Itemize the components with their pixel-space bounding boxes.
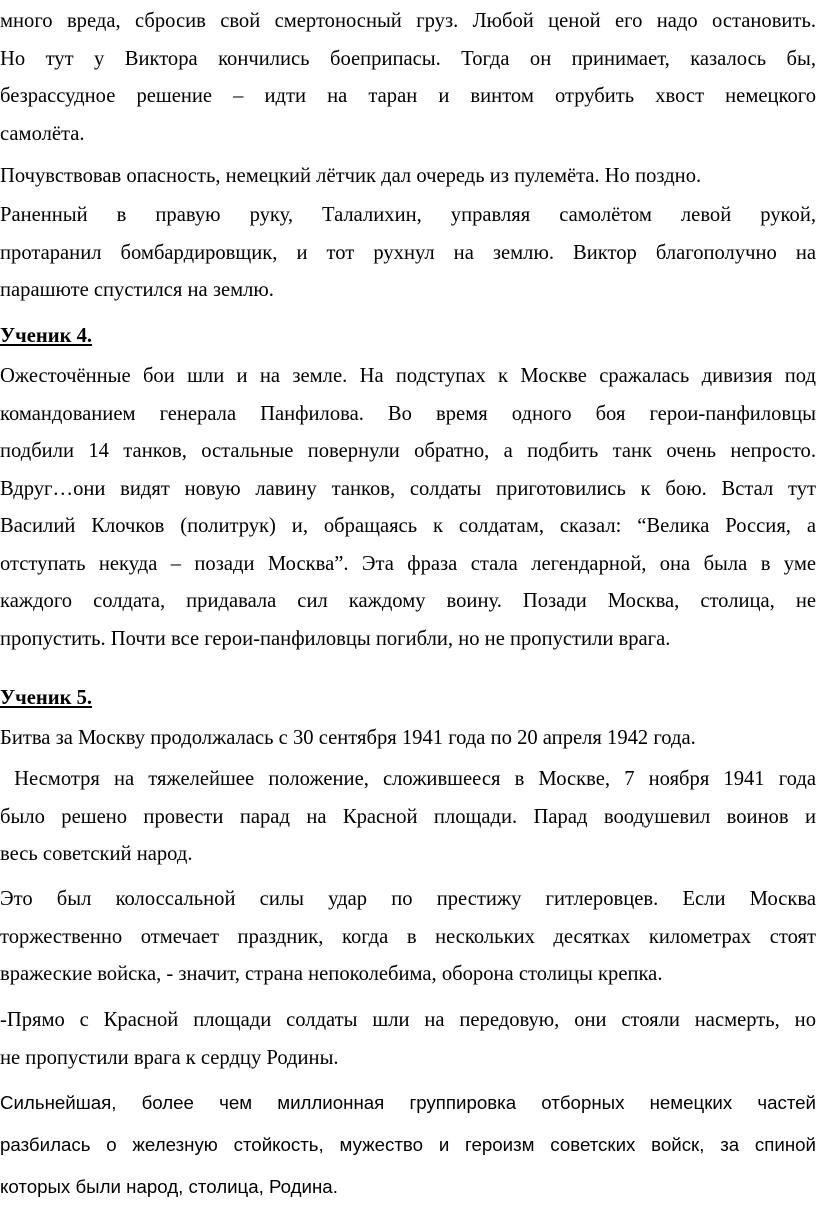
text-line: которых были народ, столица, Родина. — [0, 1176, 338, 1197]
paragraph-parade — [0, 761, 816, 874]
text-line: не пропустили врага к сердцу Родины. — [0, 1046, 339, 1069]
text-line: Сильнейшая, более чем миллионная группировка отборных немецких частей — [0, 1092, 816, 1113]
text-line: Вдруг…они видят новую лавину танков, солдаты приготовились к бою. Встал тут — [0, 477, 816, 500]
text-line: Битва за Москву продолжалась с 30 сентября 1941 года по 20 апреля 1942 года. — [0, 727, 696, 749]
text-line: -Прямо с Красной площади солдаты шли на передовую, они стояли насмерть, но — [0, 1009, 816, 1031]
paragraph-wounded — [0, 197, 816, 310]
paragraph-german-pilot — [0, 158, 816, 196]
text-line: Раненный в правую руку, Талалихин, управляя самолётом левой рукой, — [0, 204, 816, 226]
text-line: много вреда, сбросив свой смертоносный груз. Любой ценой его надо остановить. — [0, 10, 816, 32]
text-line: протаранил бомбардировщик, и тот рухнул на землю. Виктор благополучно на — [0, 241, 816, 264]
paragraph-red-square — [0, 1002, 816, 1077]
text-line: Это был колоссальной силы удар по престижу гитлеровцев. Если Москва — [0, 888, 816, 910]
text-line: парашюте спустился на землю. — [0, 279, 274, 301]
text-line: отступать некуда – позади Москва”. Эта фраза стала легендарной, она была в уме — [0, 552, 816, 575]
text-line: безрассудное решение – идти на таран и винтом отрубить хвост немецкого — [0, 85, 816, 107]
text-line: Но тут у Виктора кончились боеприпасы. Тогда он принимает, казалось бы, — [0, 47, 816, 70]
text-line: весь советский народ. — [0, 843, 193, 865]
heading-student-4: Ученик 4. — [0, 325, 93, 347]
heading-student-5: Ученик 5. — [0, 687, 93, 709]
paragraph-prestige — [0, 881, 816, 994]
text-line: командованием генерала Панфилова. Во время одного боя герои-панфиловцы — [0, 402, 816, 425]
text-line: пропустить. Почти все герои-панфиловцы погибли, но не пропустили врага. — [0, 627, 671, 650]
text-line: вражеские войска, - значит, страна непоколебима, оборона столицы крепка. — [0, 963, 663, 985]
text-line: Почувствовав опасность, немецкий лётчик дал очередь из пулемёта. Но поздно. — [0, 165, 702, 187]
text-line: Ожесточённые бои шли и на земле. На подступах к Москве сражалась дивизия под — [0, 365, 816, 387]
paragraph-battle-dates — [0, 720, 816, 758]
text-line: разбилась о железную стойкость, мужество и героизм советских войск, за спиной — [0, 1134, 816, 1155]
text-line: каждого солдата, придавала сил каждому воину. Позади Москва, столица, не — [0, 590, 816, 612]
paragraph-panfilov — [0, 358, 816, 658]
text-line: было решено провести парад на Красной площади. Парад воодушевил воинов и — [0, 805, 816, 828]
paragraph-talalikhin-ramming — [0, 3, 816, 153]
text-line: торжественно отмечает праздник, когда в нескольких десятках километрах стоят — [0, 925, 816, 948]
text-line: Несмотря на тяжелейшее положение, сложившееся в Москве, 7 ноября 1941 года — [0, 768, 816, 790]
text-line: самолёта. — [0, 122, 85, 145]
paragraph-german-grouping — [0, 1082, 816, 1208]
text-line: Василий Клочков (политрук) и, обращаясь к солдатам, сказал: “Велика Россия, а — [0, 515, 816, 537]
text-line: подбили 14 танков, остальные повернули обратно, а подбить танк очень непросто. — [0, 440, 816, 462]
